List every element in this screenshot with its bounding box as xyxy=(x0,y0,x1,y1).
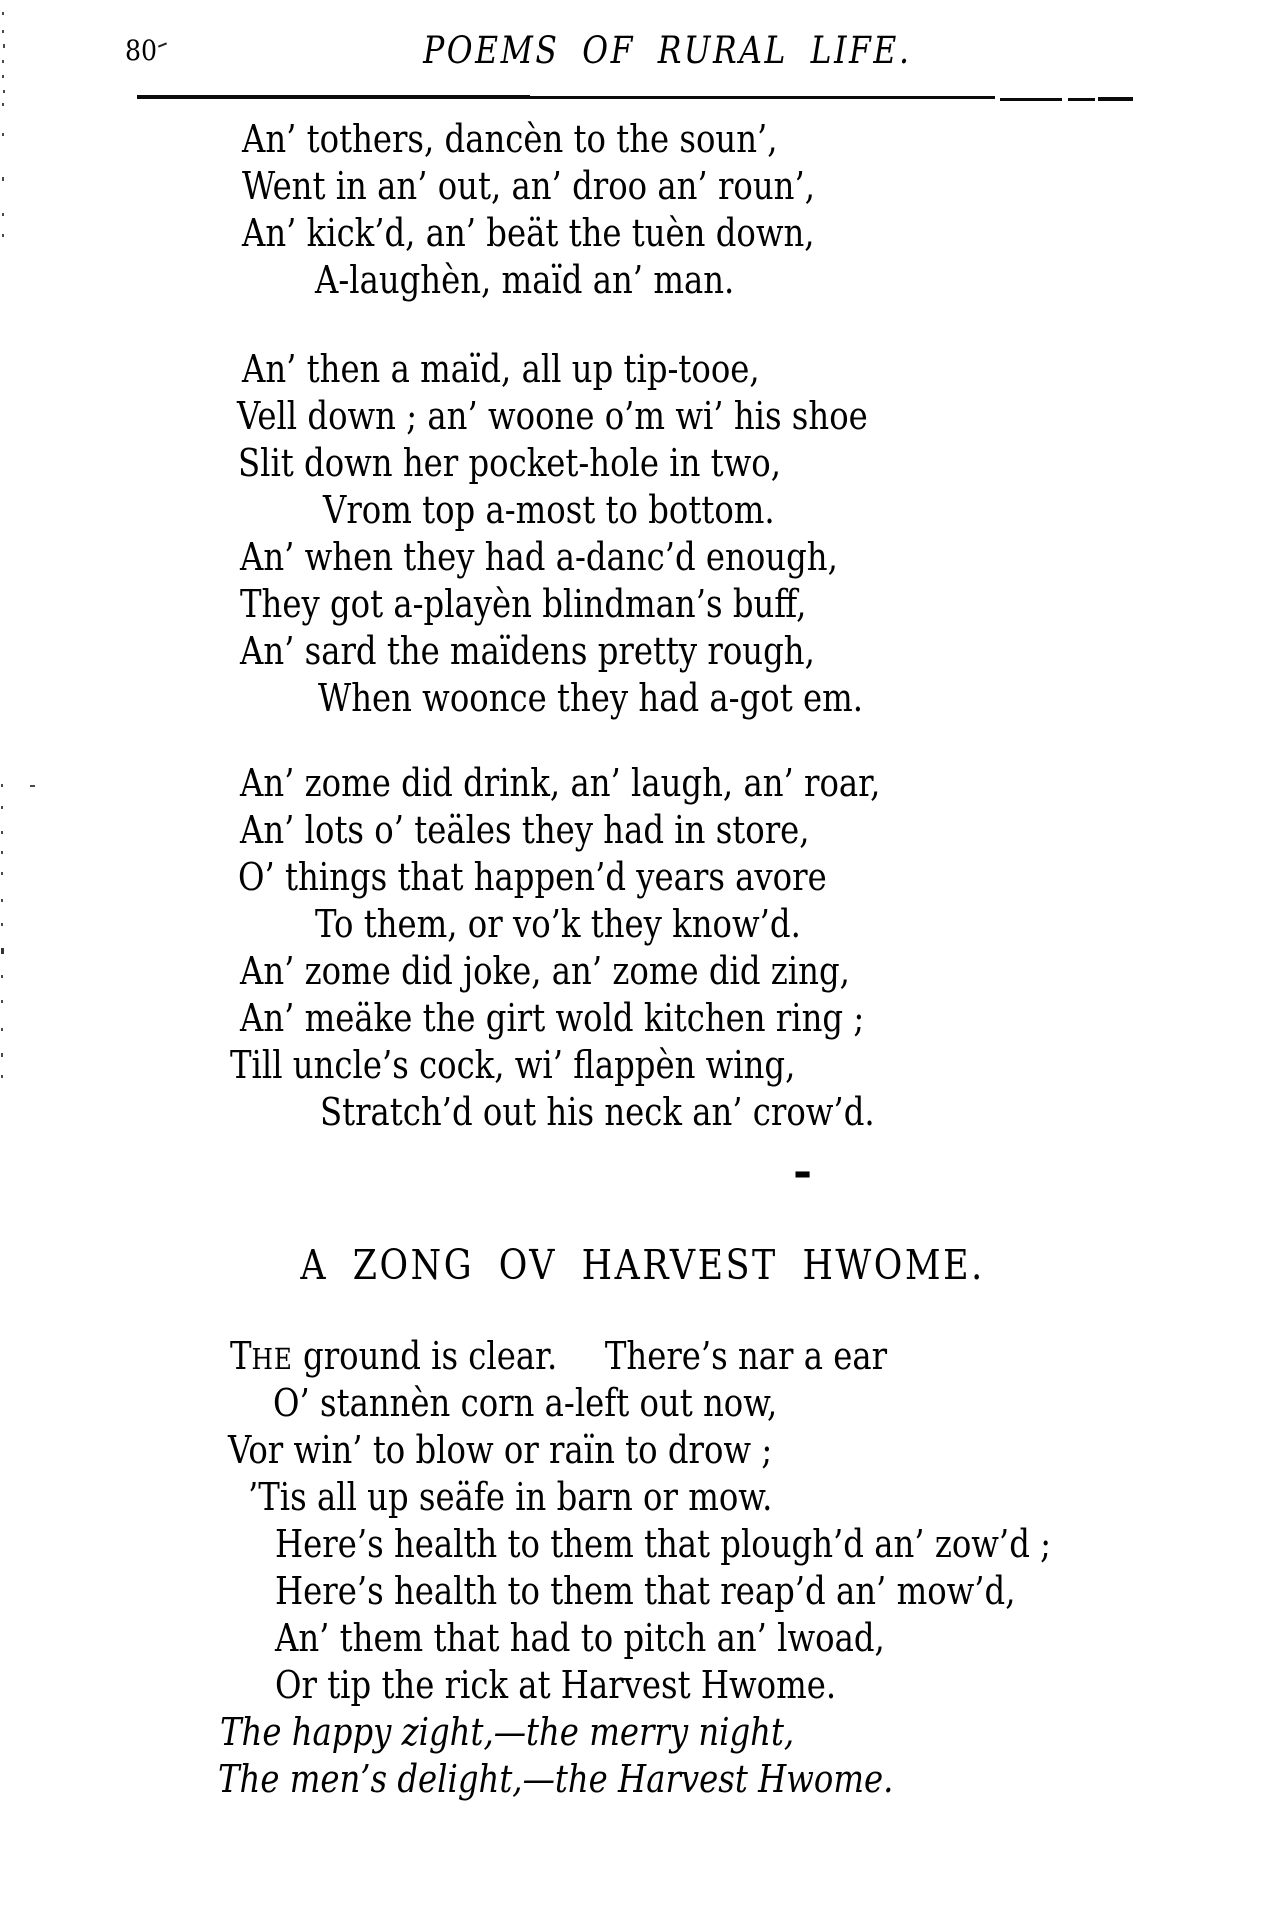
poem-line: An’ meäke the girt wold kitchen ring ; xyxy=(240,996,865,1040)
scan-speck xyxy=(1,872,3,875)
poem-line-indented: Vrom top a-most to bottom. xyxy=(323,488,775,532)
scan-speck xyxy=(1,1000,3,1003)
poem-line: Vor win’ to blow or raïn to drow ; xyxy=(228,1428,773,1472)
scan-speck xyxy=(2,60,4,63)
poem-line: An’ tothers, dancèn to the soun’, xyxy=(242,117,778,161)
poem-line-indented: Stratch’d out his neck an’ crow’d. xyxy=(320,1090,875,1134)
scan-speck xyxy=(2,103,4,106)
scan-speck xyxy=(1,806,3,809)
poem-line-indented: When woonce they had a-got em. xyxy=(318,676,863,720)
scan-speck xyxy=(1,923,3,926)
poem-line: Vell down ; an’ woone o’m wi’ his shoe xyxy=(237,394,868,438)
scan-speck xyxy=(1,948,4,954)
poem-line: An’ kick’d, an’ beät the tuèn down, xyxy=(242,211,815,255)
scan-speck xyxy=(2,234,4,237)
scan-speck xyxy=(1,851,3,854)
poem-line-indented: ’Tis all up seäfe in barn or mow. xyxy=(248,1475,773,1519)
poem-line: An’ lots o’ teäles they had in store, xyxy=(240,808,810,852)
page-number: 80 xyxy=(125,34,158,67)
poem-line: They got a-playèn blindman’s buff, xyxy=(240,582,807,626)
poem-first-line: THE ground is clear. There’s nar a ear xyxy=(230,1334,888,1378)
poem-line: Went in an’ out, an’ droo an’ roun’, xyxy=(242,164,815,208)
scan-speck xyxy=(3,90,5,93)
poem-line-refrain: The men’s delight,—the Harvest Hwome. xyxy=(218,1757,894,1801)
header-rule-dash xyxy=(1000,98,1062,101)
poem-line: An’ them that had to pitch an’ lwoad, xyxy=(275,1616,885,1660)
poem-line: Till uncle’s cock, wi’ flappèn wing, xyxy=(230,1043,796,1087)
scan-speck xyxy=(1,975,3,978)
scan-speck xyxy=(2,133,4,136)
poem-line-refrain: The happy zight,—the merry night, xyxy=(220,1710,795,1754)
header-rule xyxy=(137,95,530,99)
header-rule-dash xyxy=(1098,97,1133,101)
scan-speck xyxy=(3,44,5,48)
poem-line: An’ then a maïd, all up tip-tooe, xyxy=(242,347,760,391)
scan-speck xyxy=(2,213,4,216)
poem-line: An’ zome did drink, an’ laugh, an’ roar, xyxy=(240,761,881,805)
scan-speck xyxy=(1,1053,3,1057)
poem-line: Slit down her pocket-hole in two, xyxy=(238,441,782,485)
poem-line xyxy=(230,1334,1003,1378)
header-rule-dash xyxy=(1068,98,1095,101)
scan-speck xyxy=(2,30,4,33)
scan-speck xyxy=(30,785,35,787)
poem-line-indented: A-laughèn, maïd an’ man. xyxy=(315,258,735,302)
poem-line: An’ zome did joke, an’ zome did zing, xyxy=(240,949,850,993)
poem-line: O’ things that happen’d years avore xyxy=(238,855,827,899)
poem-line: An’ sard the maïdens pretty rough, xyxy=(240,629,815,673)
section-divider-dash: - xyxy=(793,1144,813,1198)
poem-line-indented: To them, or vo’k they know’d. xyxy=(315,902,801,946)
scan-speck xyxy=(2,177,4,181)
scan-speck xyxy=(1,1075,3,1078)
scan-speck xyxy=(1,831,3,834)
poem-line-indented: O’ stannèn corn a-left out now, xyxy=(273,1381,778,1425)
scan-speck xyxy=(1,784,3,787)
scan-speck xyxy=(2,12,4,15)
poem-line: Here’s health to them that reap’d an’ mow’d, xyxy=(275,1569,1016,1613)
poem-line: Here’s health to them that plough’d an’ zow’d ; xyxy=(275,1522,1052,1566)
scan-speck xyxy=(1,1028,3,1031)
scan-speck xyxy=(1,899,3,902)
scan-speck xyxy=(2,75,4,78)
small-caps-the: HE xyxy=(251,1342,293,1376)
running-header-title: POEMS OF RURAL LIFE. xyxy=(423,29,912,72)
poem-title: A ZONG OV HARVEST HWOME. xyxy=(300,1241,985,1289)
poem-line: Or tip the rick at Harvest Hwome. xyxy=(275,1663,837,1707)
header-rule xyxy=(528,96,995,99)
poem-line: An’ when they had a-danc’d enough, xyxy=(240,535,838,579)
